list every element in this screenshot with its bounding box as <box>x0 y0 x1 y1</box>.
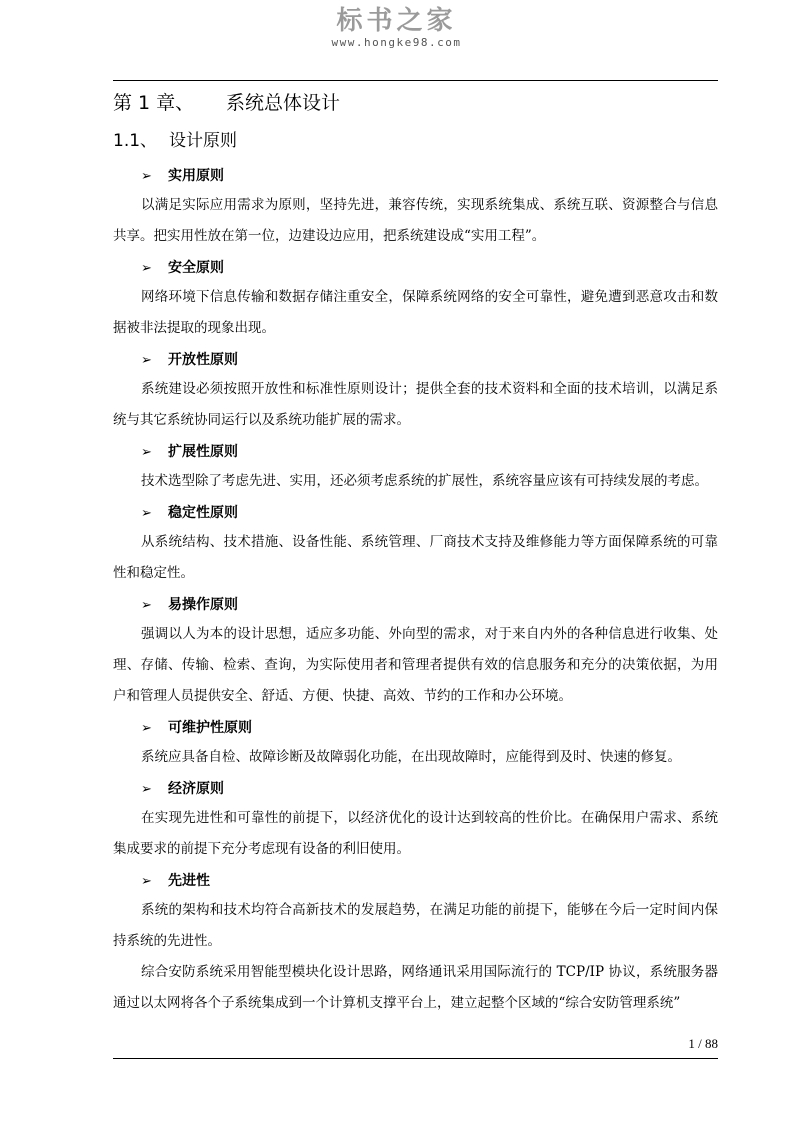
principle-paragraph: 系统建设必须按照开放性和标准性原则设计；提供全套的技术资料和全面的技术培训，以满足系统与其它系统协同运行以及系统功能扩展的需求。 <box>113 381 718 428</box>
principle-heading <box>113 438 718 466</box>
principle-title: 稳定性原则 <box>168 505 238 521</box>
principle-heading <box>113 254 718 282</box>
principle-paragraph: 以满足实际应用需求为原则，坚持先进，兼容传统，实现系统集成、系统互联、资源整合与信息共享。把实用性放在第一位，边建设边应用，把系统建设成“实用工程”。 <box>113 197 718 244</box>
principle-heading <box>113 714 718 742</box>
section-title: 设计原则 <box>169 131 237 151</box>
principle-title: 易操作原则 <box>168 597 238 613</box>
chapter-title: 系统总体设计 <box>226 92 341 114</box>
chapter-number: 第 1 章、 <box>113 92 195 114</box>
page-number: 1 / 88 <box>688 1036 718 1051</box>
principle-paragraph: 从系统结构、技术措施、设备性能、系统管理、厂商技术支持及维修能力等方面保障系统的可靠性和稳定性。 <box>113 534 718 581</box>
principle-heading <box>113 162 718 190</box>
principle-heading <box>113 867 718 895</box>
principle-paragraph: 在实现先进性和可靠性的前提下，以经济优化的设计达到较高的性价比。在确保用户需求、系统集成要求的前提下充分考虑现有设备的利旧使用。 <box>113 810 718 857</box>
principle-paragraph: 系统的架构和技术均符合高新技术的发展趋势，在满足功能的前提下，能够在今后一定时间内保持系统的先进性。 <box>113 902 718 949</box>
right-arrowhead-icon: ➢ <box>141 261 152 276</box>
principle-paragraph: 技术选型除了考虑先进、实用，还必须考虑系统的扩展性，系统容量应该有可持续发展的考虑。 <box>141 473 708 489</box>
principle-heading <box>113 346 718 374</box>
chapter-heading <box>113 88 718 118</box>
logo-text: 标书之家 <box>336 6 457 36</box>
footer-rule <box>113 1058 718 1059</box>
principle-title: 先进性 <box>168 873 210 889</box>
section-heading <box>113 122 718 160</box>
principle-title: 扩展性原则 <box>168 444 238 460</box>
principle-title: 安全原则 <box>168 260 224 276</box>
right-arrowhead-icon: ➢ <box>141 169 152 184</box>
right-arrowhead-icon: ➢ <box>141 598 152 613</box>
right-arrowhead-icon: ➢ <box>141 445 152 460</box>
logo-url: www.hongke98.com <box>331 36 462 49</box>
principle-paragraph: 强调以人为本的设计思想，适应多功能、外向型的需求，对于来自内外的各种信息进行收集、处理、存储、传输、检索、查询，为实际使用者和管理者提供有效的信息服务和充分的决策依据，为用户和管理人员提供安全、舒适、方便、快捷、高效、节约的工作和办公环境。 <box>113 626 718 704</box>
principle-paragraph: 系统应具备自检、故障诊断及故障弱化功能，在出现故障时，应能得到及时、快速的修复。 <box>141 749 681 765</box>
principle-heading <box>113 775 718 803</box>
principles-list <box>113 162 718 1019</box>
right-arrowhead-icon: ➢ <box>141 721 152 736</box>
principle-heading <box>113 499 718 527</box>
right-arrowhead-icon: ➢ <box>141 353 152 368</box>
principle-title: 实用原则 <box>168 168 224 184</box>
principle-title: 可维护性原则 <box>168 720 252 736</box>
section-number: 1.1、 <box>113 131 158 151</box>
header-rule <box>113 80 718 81</box>
page-header-logo <box>0 6 793 49</box>
principle-title: 经济原则 <box>168 781 224 797</box>
principle-heading <box>113 591 718 619</box>
principle-title: 开放性原则 <box>168 352 238 368</box>
principle-paragraph: 网络环境下信息传输和数据存储注重安全，保障系统网络的安全可靠性，避免遭到恶意攻击和数据被非法提取的现象出现。 <box>113 289 718 336</box>
principle-paragraph: 综合安防系统采用智能型模块化设计思路，网络通讯采用国际流行的 TCP/IP 协议，系统服务器通过以太网将各个子系统集成到一个计算机支撑平台上，建立起整个区域的“综合安防管理系统” <box>113 964 718 1011</box>
right-arrowhead-icon: ➢ <box>141 506 152 521</box>
document-body <box>113 88 718 1019</box>
right-arrowhead-icon: ➢ <box>141 874 152 889</box>
right-arrowhead-icon: ➢ <box>141 782 152 797</box>
